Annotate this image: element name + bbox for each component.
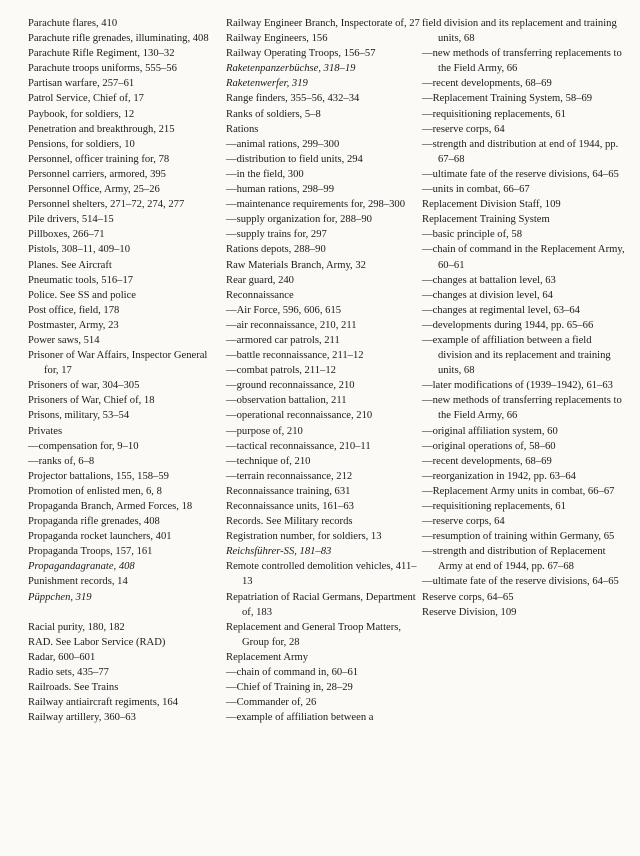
index-entry: Reconnaissance: [226, 289, 294, 301]
index-entry: Rations: [226, 123, 259, 135]
index-entry: Raketenwerfer, 319: [226, 78, 308, 90]
index-entry: —resumption of training within Germany, 65: [422, 531, 615, 543]
index-entry: Railway Engineers, 156: [226, 33, 328, 45]
index-entry: —Commander of, 26: [226, 697, 317, 709]
index-entry: Radio sets, 435–77: [28, 666, 109, 678]
index-entry: —air reconnaissance, 210, 211: [226, 319, 357, 331]
index-entry: Prisoners of war, 304–305: [28, 380, 140, 392]
index-entry: —later modifications of (1939–1942), 61–63: [422, 380, 613, 392]
index-entry: Parachute troops uniforms, 555–56: [28, 63, 177, 75]
index-entry: Replacement Training System: [422, 214, 550, 226]
index-entry: Replacement and General Troop Matters, Group for, 28: [226, 621, 402, 648]
index-entry: —basic principle of, 58: [422, 229, 523, 241]
index-entry: Propagandagranate, 408: [28, 561, 135, 573]
index-entry: Propaganda Troops, 157, 161: [28, 546, 153, 558]
index-entry: Promotion of enlisted men, 6, 8: [28, 485, 162, 497]
index-entry: —example of affiliation between a field division and its replacement and training units, 68: [422, 334, 611, 377]
index-entry: RAD. See Labor Service (RAD): [28, 636, 166, 648]
index-entry: Prisoner of War Affairs, Inspector General for, 17: [28, 350, 208, 377]
index-entry: —terrain reconnaissance, 212: [226, 470, 353, 482]
index-entry: —new methods of transferring replacements to the Field Army, 66: [422, 48, 622, 75]
index-entry: Reconnaissance training, 631: [226, 485, 351, 497]
index-entry: Remote controlled demolition vehicles, 411–13: [226, 561, 417, 588]
index-entry: —Chief of Training in, 28–29: [226, 682, 353, 694]
index-entry: —example of affiliation between a: [226, 712, 374, 724]
index-entry: Pensions, for soldiers, 10: [28, 138, 135, 150]
index-entry: Personnel shelters, 271–72, 274, 277: [28, 199, 185, 211]
index-entry: —armored car patrols, 211: [226, 334, 340, 346]
index-column-3: [422, 16, 628, 620]
index-entry: —requisitioning replacements, 61: [422, 501, 566, 512]
index-entry: Radar, 600–601: [28, 651, 96, 663]
index-entry: Range finders, 355–56, 432–34: [226, 93, 360, 105]
index-entry: —in the field, 300: [226, 168, 304, 180]
index-entry: —original affiliation system, 60: [422, 425, 558, 437]
index-entry: Police. See SS and police: [28, 289, 136, 301]
index-entry: —supply trains for, 297: [226, 229, 327, 241]
index-entry: Paybook, for soldiers, 12: [28, 108, 135, 120]
index-entry: Parachute flares, 410: [28, 18, 118, 29]
index-entry: —ground reconnaissance, 210: [226, 380, 355, 392]
index-entry: Propaganda rifle grenades, 408: [28, 516, 160, 528]
index-entry: —requisitioning replacements, 61: [422, 108, 566, 120]
index-entry: —purpose of, 210: [226, 425, 303, 437]
index-entry: Penetration and breakthrough, 215: [28, 123, 175, 135]
index-entry: —Replacement Army units in combat, 66–67: [422, 485, 615, 497]
index-entry: —chain of command in the Replacement Army, 60–61: [422, 244, 625, 271]
index-entry: —chain of command in, 60–61: [226, 667, 359, 679]
index-entry: Railway artillery, 360–63: [28, 712, 136, 724]
index-entry: Rear guard, 240: [226, 274, 294, 286]
index-entry: —strength and distribution at end of 1944, pp. 67–68: [422, 138, 619, 165]
index-entry: Reserve corps, 64–65: [422, 591, 514, 603]
index-entry: Privates: [28, 425, 63, 437]
index-entry: —ranks of, 6–8: [28, 455, 95, 467]
index-entry: —recent developments, 68–69: [422, 78, 552, 90]
index-entry: —Air Force, 596, 606, 615: [226, 304, 342, 316]
index-entry: —ultimate fate of the reserve divisions, 64–65: [422, 168, 619, 180]
index-entry: —reserve corps, 64: [422, 123, 505, 135]
index-entry: —technique of, 210: [226, 455, 311, 467]
index-entry: Reichsführer-SS, 181–83: [226, 546, 332, 558]
index-entry: Railway Operating Troops, 156–57: [226, 48, 376, 60]
index-entry: Ranks of soldiers, 5–8: [226, 108, 321, 120]
index-entry: Punishment records, 14: [28, 576, 128, 588]
index-entry: Patrol Service, Chief of, 17: [28, 93, 144, 105]
index-entry: Racial purity, 180, 182: [28, 621, 125, 633]
index-entry: Reconnaissance units, 161–63: [226, 501, 354, 512]
index-entry: Post office, field, 178: [28, 304, 120, 316]
index-entry: Railway Engineer Branch, Inspectorate of, 27: [226, 18, 420, 29]
index-entry: Rations depots, 288–90: [226, 244, 326, 256]
index-entry: —human rations, 298–99: [226, 184, 334, 196]
index-entry: Parachute rifle grenades, illuminating, 408: [28, 33, 209, 45]
index-entry: —ultimate fate of the reserve divisions, 64–65: [422, 576, 619, 588]
index-entry: —Replacement Training System, 58–69: [422, 93, 593, 105]
index-entry: —compensation for, 9–10: [28, 440, 139, 452]
index-entry: —distribution to field units, 294: [226, 153, 363, 165]
index-entry: Projector battalions, 155, 158–59: [28, 470, 169, 482]
index-entry: —new methods of transferring replacements to the Field Army, 66: [422, 395, 622, 422]
index-entry: Planes. See Aircraft: [28, 259, 112, 271]
index-entry: Records. See Military records: [226, 516, 353, 528]
index-entry: Püppchen, 319: [28, 591, 92, 603]
index-entry: —changes at battalion level, 63: [422, 274, 556, 286]
index-entry: Parachute Rifle Regiment, 130–32: [28, 48, 175, 60]
index-entry: Postmaster, Army, 23: [28, 319, 119, 331]
index-entry: —observation battalion, 211: [226, 395, 347, 407]
index-entry: Pistols, 308–11, 409–10: [28, 244, 131, 256]
index-entry: —reserve corps, 64: [422, 516, 505, 528]
index-entry: —original operations of, 58–60: [422, 440, 556, 452]
index-entry: —changes at regimental level, 63–64: [422, 304, 580, 316]
index-entry: Power saws, 514: [28, 334, 100, 346]
index-entry: Railroads. See Trains: [28, 682, 119, 694]
index-entry: Partisan warfare, 257–61: [28, 78, 135, 90]
index-entry: Propaganda rocket launchers, 401: [28, 531, 172, 543]
index-entry: Propaganda Branch, Armed Forces, 18: [28, 501, 193, 512]
index-entry: Raw Materials Branch, Army, 32: [226, 259, 366, 271]
index-entry: Prisons, military, 53–54: [28, 410, 130, 422]
index-entry: field division and its replacement and training units, 68: [422, 18, 617, 45]
index-entry: —battle reconnaissance, 211–12: [226, 350, 364, 362]
index-column-2: [226, 16, 422, 725]
index-entry: —strength and distribution of Replacement Army at end of 1944, pp. 67–68: [422, 546, 606, 573]
index-entry: —maintenance requirements for, 298–300: [226, 199, 406, 211]
index-entry: —tactical reconnaissance, 210–11: [226, 440, 371, 452]
index-entry: Personnel carriers, armored, 395: [28, 168, 166, 180]
index-entry: Replacement Division Staff, 109: [422, 199, 561, 211]
index-entry: Replacement Army: [226, 651, 309, 663]
index-entry: Pillboxes, 266–71: [28, 229, 105, 241]
index-entry: Personnel Office, Army, 25–26: [28, 184, 160, 196]
index-entry: —reorganization in 1942, pp. 63–64: [422, 470, 576, 482]
index-entry: —changes at division level, 64: [422, 289, 553, 301]
index-entry: Railway antiaircraft regiments, 164: [28, 697, 179, 709]
index-entry: Repatriation of Racial Germans, Department of, 183: [226, 591, 416, 618]
index-entry: —developments during 1944, pp. 65–66: [422, 319, 594, 331]
index-entry: —supply organization for, 288–90: [226, 214, 372, 226]
index-entry: —combat patrols, 211–12: [226, 365, 336, 377]
index-entry: Pile drivers, 514–15: [28, 214, 114, 226]
index-entry: —recent developments, 68–69: [422, 455, 552, 467]
index-entry: Reserve Division, 109: [422, 606, 517, 618]
index-column-1: [28, 16, 224, 725]
index-entry: —animal rations, 299–300: [226, 138, 340, 150]
index-entry: —operational reconnaissance, 210: [226, 410, 373, 422]
index-entry: Pneumatic tools, 516–17: [28, 274, 134, 286]
index-entry: Raketenpanzerbüchse, 318–19: [226, 63, 356, 75]
index-entry: Personnel, officer training for, 78: [28, 153, 170, 165]
index-entry: Prisoners of War, Chief of, 18: [28, 395, 155, 407]
index-entry: Registration number, for soldiers, 13: [226, 531, 382, 543]
index-entry: —units in combat, 66–67: [422, 184, 530, 196]
